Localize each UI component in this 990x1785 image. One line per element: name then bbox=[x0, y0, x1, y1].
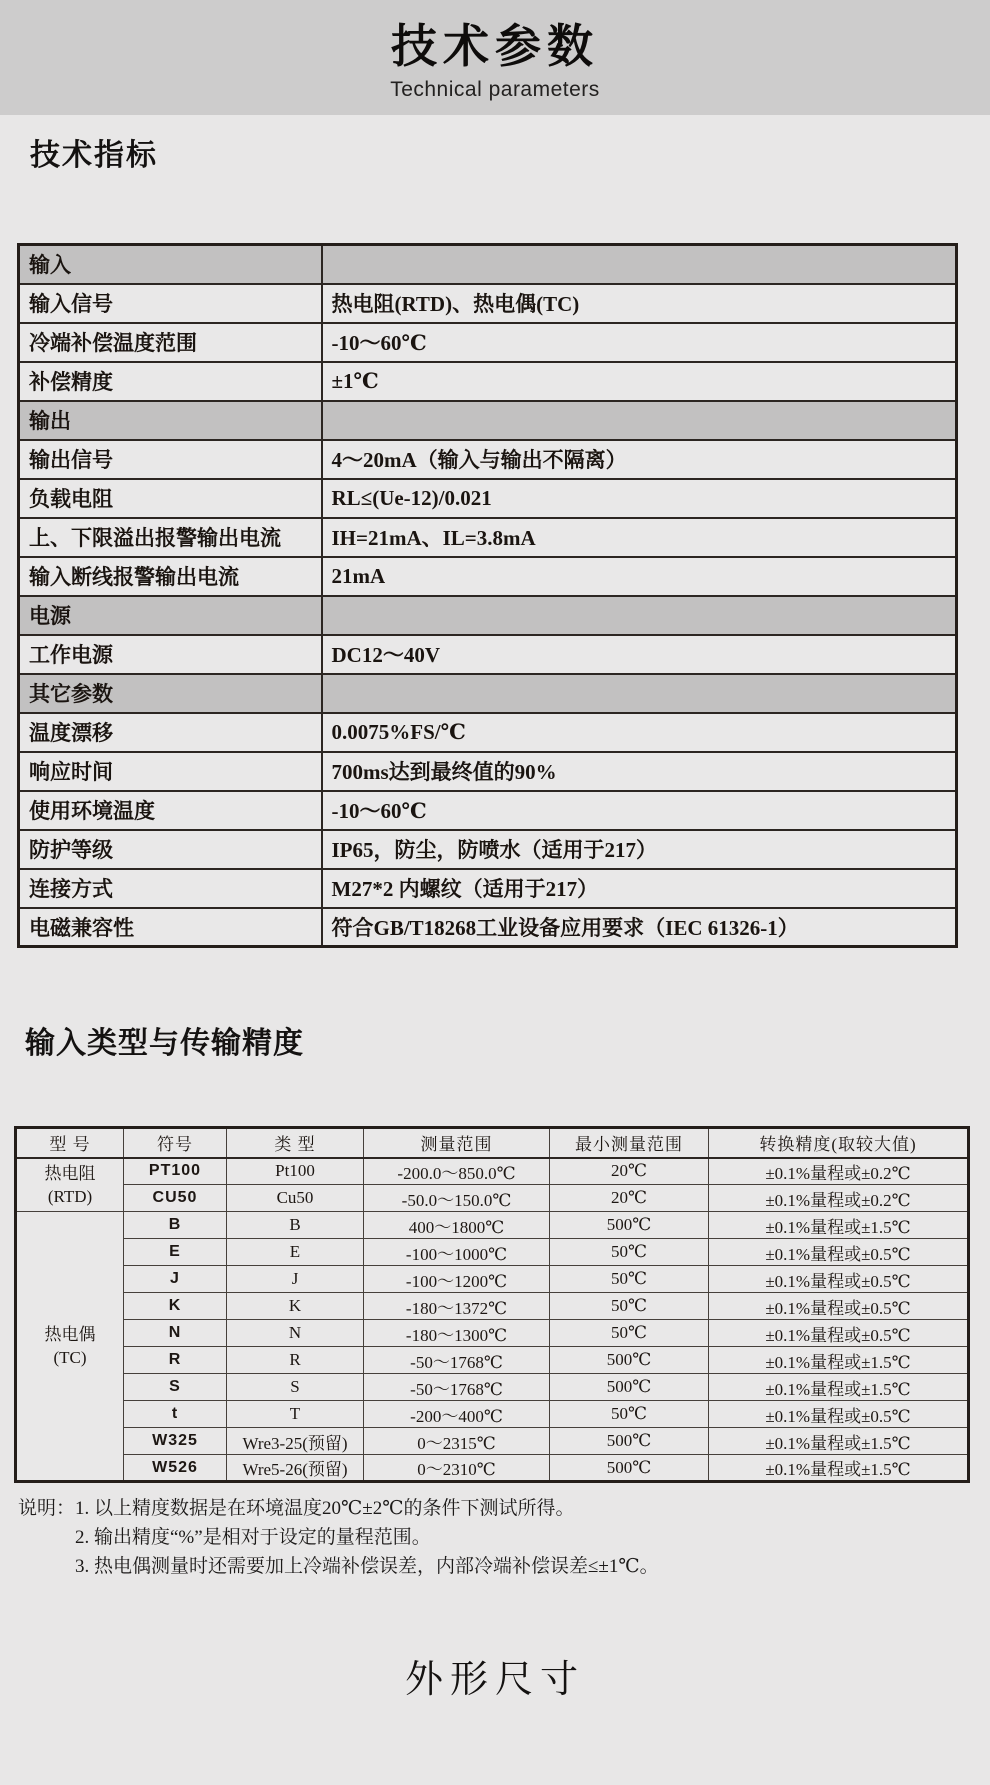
accuracy-row bbox=[16, 1347, 969, 1374]
min-range-cell: 500℃ bbox=[550, 1212, 709, 1239]
min-range-cell: 500℃ bbox=[550, 1428, 709, 1455]
accuracy-row bbox=[16, 1428, 969, 1455]
spec-value: 21mA bbox=[322, 557, 957, 596]
range-cell: -180～1372℃ bbox=[364, 1293, 550, 1320]
accuracy-row bbox=[16, 1455, 969, 1482]
symbol-cell: R bbox=[124, 1347, 227, 1374]
type-cell: R bbox=[227, 1347, 364, 1374]
col-header-min-range: 最小测量范围 bbox=[550, 1128, 709, 1158]
type-cell: T bbox=[227, 1401, 364, 1428]
min-range-cell: 500℃ bbox=[550, 1374, 709, 1401]
accuracy-cell: ±0.1%量程或±0.5℃ bbox=[709, 1293, 969, 1320]
accuracy-row bbox=[16, 1266, 969, 1293]
spec-section-label: 输出 bbox=[19, 401, 322, 440]
spec-row bbox=[19, 440, 957, 479]
accuracy-cell: ±0.1%量程或±1.5℃ bbox=[709, 1455, 969, 1482]
model-line1: 热电阻 bbox=[44, 1163, 96, 1183]
notes-prefix: 说明： bbox=[18, 1498, 76, 1519]
spec-value: 符合GB/T18268工业设备应用要求（IEC 61326-1） bbox=[322, 908, 957, 947]
range-cell: -50～1768℃ bbox=[364, 1374, 550, 1401]
type-cell: Wre5-26(预留) bbox=[227, 1455, 364, 1482]
model-line1: 热电偶 bbox=[44, 1325, 96, 1344]
spec-row bbox=[19, 518, 957, 557]
type-cell: B bbox=[227, 1212, 364, 1239]
symbol-cell: CU50 bbox=[124, 1185, 227, 1212]
type-cell: Wre3-25(预留) bbox=[227, 1428, 364, 1455]
type-cell: Cu50 bbox=[227, 1185, 364, 1212]
spec-row bbox=[19, 752, 957, 791]
accuracy-row bbox=[16, 1185, 969, 1212]
spec-section-label: 电源 bbox=[19, 596, 322, 635]
col-header-accuracy: 转换精度(取较大值) bbox=[709, 1128, 969, 1158]
spec-section-row bbox=[19, 674, 957, 713]
accuracy-cell: ±0.1%量程或±1.5℃ bbox=[709, 1212, 969, 1239]
spec-label: 上、下限溢出报警输出电流 bbox=[19, 518, 322, 557]
spec-row bbox=[19, 713, 957, 752]
range-cell: -50～1768℃ bbox=[364, 1347, 550, 1374]
spec-row bbox=[19, 830, 957, 869]
spec-row bbox=[19, 284, 957, 323]
accuracy-cell: ±0.1%量程或±0.5℃ bbox=[709, 1239, 969, 1266]
accuracy-cell: ±0.1%量程或±0.5℃ bbox=[709, 1401, 969, 1428]
page-title: 技术参数 bbox=[391, 20, 599, 72]
symbol-cell: K bbox=[124, 1293, 227, 1320]
spec-label: 防护等级 bbox=[19, 830, 322, 869]
range-cell: -50.0～150.0℃ bbox=[364, 1185, 550, 1212]
accuracy-cell: ±0.1%量程或±0.5℃ bbox=[709, 1266, 969, 1293]
min-range-cell: 50℃ bbox=[550, 1293, 709, 1320]
spec-value: M27*2 内螺纹（适用于217） bbox=[322, 869, 957, 908]
min-range-cell: 500℃ bbox=[550, 1455, 709, 1482]
min-range-cell: 50℃ bbox=[550, 1401, 709, 1428]
spec-label: 电磁兼容性 bbox=[19, 908, 322, 947]
accuracy-row bbox=[16, 1401, 969, 1428]
model-group-tc bbox=[16, 1212, 124, 1482]
accuracy-section-title: 输入类型与传输精度 bbox=[25, 1027, 304, 1060]
range-cell: 0～2315℃ bbox=[364, 1428, 550, 1455]
spec-label: 连接方式 bbox=[19, 869, 322, 908]
spec-label: 使用环境温度 bbox=[19, 791, 322, 830]
spec-row bbox=[19, 869, 957, 908]
col-header-model: 型 号 bbox=[16, 1128, 124, 1158]
accuracy-cell: ±0.1%量程或±0.5℃ bbox=[709, 1320, 969, 1347]
col-header-range: 测量范围 bbox=[364, 1128, 550, 1158]
spec-empty-cell bbox=[322, 245, 957, 284]
spec-row bbox=[19, 908, 957, 947]
note-text: 1. 以上精度数据是在环境温度20℃±2℃的条件下测试所得。 bbox=[75, 1498, 575, 1519]
spec-value: RL≤(Ue-12)/0.021 bbox=[322, 479, 957, 518]
spec-label: 输入断线报警输出电流 bbox=[19, 557, 322, 596]
spec-row bbox=[19, 635, 957, 674]
symbol-cell: E bbox=[124, 1239, 227, 1266]
spec-value: 4～20mA（输入与输出不隔离） bbox=[322, 440, 957, 479]
symbol-cell: N bbox=[124, 1320, 227, 1347]
spec-row bbox=[19, 479, 957, 518]
range-cell: -200.0～850.0℃ bbox=[364, 1158, 550, 1185]
spec-label: 负载电阻 bbox=[19, 479, 322, 518]
spec-section-row bbox=[19, 596, 957, 635]
spec-value: -10～60℃ bbox=[322, 791, 957, 830]
spec-value: ±1℃ bbox=[322, 362, 957, 401]
type-cell: E bbox=[227, 1239, 364, 1266]
spec-label: 温度漂移 bbox=[19, 713, 322, 752]
spec-label: 输出信号 bbox=[19, 440, 322, 479]
symbol-cell: J bbox=[124, 1266, 227, 1293]
min-range-cell: 20℃ bbox=[550, 1158, 709, 1185]
accuracy-cell: ±0.1%量程或±1.5℃ bbox=[709, 1374, 969, 1401]
symbol-cell: t bbox=[124, 1401, 227, 1428]
accuracy-cell: ±0.1%量程或±1.5℃ bbox=[709, 1347, 969, 1374]
model-line2: (RTD) bbox=[47, 1186, 93, 1206]
range-cell: -100～1200℃ bbox=[364, 1266, 550, 1293]
spec-value: 700ms达到最终值的90% bbox=[322, 752, 957, 791]
spec-section-row bbox=[19, 245, 957, 284]
type-cell: J bbox=[227, 1266, 364, 1293]
range-cell: -200～400℃ bbox=[364, 1401, 550, 1428]
symbol-cell: W325 bbox=[124, 1428, 227, 1455]
spec-value: 热电阻(RTD)、热电偶(TC) bbox=[322, 284, 957, 323]
notes-block bbox=[18, 1494, 659, 1581]
spec-value: DC12～40V bbox=[322, 635, 957, 674]
type-cell: N bbox=[227, 1320, 364, 1347]
min-range-cell: 50℃ bbox=[550, 1239, 709, 1266]
accuracy-row bbox=[16, 1293, 969, 1320]
model-group-rtd bbox=[16, 1158, 124, 1212]
spec-table bbox=[17, 243, 958, 948]
note-line-2: 2. 输出精度“%”是相对于设定的量程范围。 bbox=[75, 1527, 431, 1548]
dimensions-section-title: 外形尺寸 bbox=[404, 1659, 585, 1701]
min-range-cell: 50℃ bbox=[550, 1320, 709, 1347]
symbol-cell: PT100 bbox=[124, 1158, 227, 1185]
symbol-cell: W526 bbox=[124, 1455, 227, 1482]
range-cell: 400～1800℃ bbox=[364, 1212, 550, 1239]
spec-label: 工作电源 bbox=[19, 635, 322, 674]
spec-row bbox=[19, 323, 957, 362]
spec-row bbox=[19, 362, 957, 401]
col-header-type: 类 型 bbox=[227, 1128, 364, 1158]
spec-section-title: 技术指标 bbox=[30, 139, 158, 172]
type-cell: Pt100 bbox=[227, 1158, 364, 1185]
symbol-cell: S bbox=[124, 1374, 227, 1401]
spec-row bbox=[19, 791, 957, 830]
spec-value: -10～60℃ bbox=[322, 323, 957, 362]
min-range-cell: 500℃ bbox=[550, 1347, 709, 1374]
type-cell: K bbox=[227, 1293, 364, 1320]
accuracy-cell: ±0.1%量程或±1.5℃ bbox=[709, 1428, 969, 1455]
page-subtitle: Technical parameters bbox=[390, 78, 600, 101]
accuracy-row bbox=[16, 1320, 969, 1347]
spec-value: 0.0075%FS/℃ bbox=[322, 713, 957, 752]
spec-label: 冷端补偿温度范围 bbox=[19, 323, 322, 362]
range-cell: 0～2310℃ bbox=[364, 1455, 550, 1482]
accuracy-header-row bbox=[16, 1128, 969, 1158]
col-header-symbol: 符号 bbox=[124, 1128, 227, 1158]
accuracy-row bbox=[16, 1374, 969, 1401]
spec-row bbox=[19, 557, 957, 596]
spec-empty-cell bbox=[322, 401, 957, 440]
spec-section-label: 输入 bbox=[19, 245, 322, 284]
spec-label: 补偿精度 bbox=[19, 362, 322, 401]
spec-section-row bbox=[19, 401, 957, 440]
accuracy-cell: ±0.1%量程或±0.2℃ bbox=[709, 1158, 969, 1185]
type-cell: S bbox=[227, 1374, 364, 1401]
accuracy-row bbox=[16, 1239, 969, 1266]
spec-empty-cell bbox=[322, 674, 957, 713]
spec-empty-cell bbox=[322, 596, 957, 635]
spec-value: IH=21mA、IL=3.8mA bbox=[322, 518, 957, 557]
spec-label: 响应时间 bbox=[19, 752, 322, 791]
spec-section-label: 其它参数 bbox=[19, 674, 322, 713]
min-range-cell: 20℃ bbox=[550, 1185, 709, 1212]
range-cell: -180～1300℃ bbox=[364, 1320, 550, 1347]
accuracy-row bbox=[16, 1212, 969, 1239]
accuracy-cell: ±0.1%量程或±0.2℃ bbox=[709, 1185, 969, 1212]
spec-label: 输入信号 bbox=[19, 284, 322, 323]
note-line-3: 3. 热电偶测量时还需要加上冷端补偿误差，内部冷端补偿误差≤±1℃。 bbox=[75, 1556, 659, 1577]
accuracy-table bbox=[14, 1126, 970, 1483]
header-band bbox=[0, 0, 990, 115]
spec-value: IP65，防尘，防喷水（适用于217） bbox=[322, 830, 957, 869]
min-range-cell: 50℃ bbox=[550, 1266, 709, 1293]
model-line2: (TC) bbox=[53, 1348, 87, 1367]
note-line-1 bbox=[18, 1494, 659, 1523]
accuracy-row bbox=[16, 1158, 969, 1185]
range-cell: -100～1000℃ bbox=[364, 1239, 550, 1266]
symbol-cell: B bbox=[124, 1212, 227, 1239]
